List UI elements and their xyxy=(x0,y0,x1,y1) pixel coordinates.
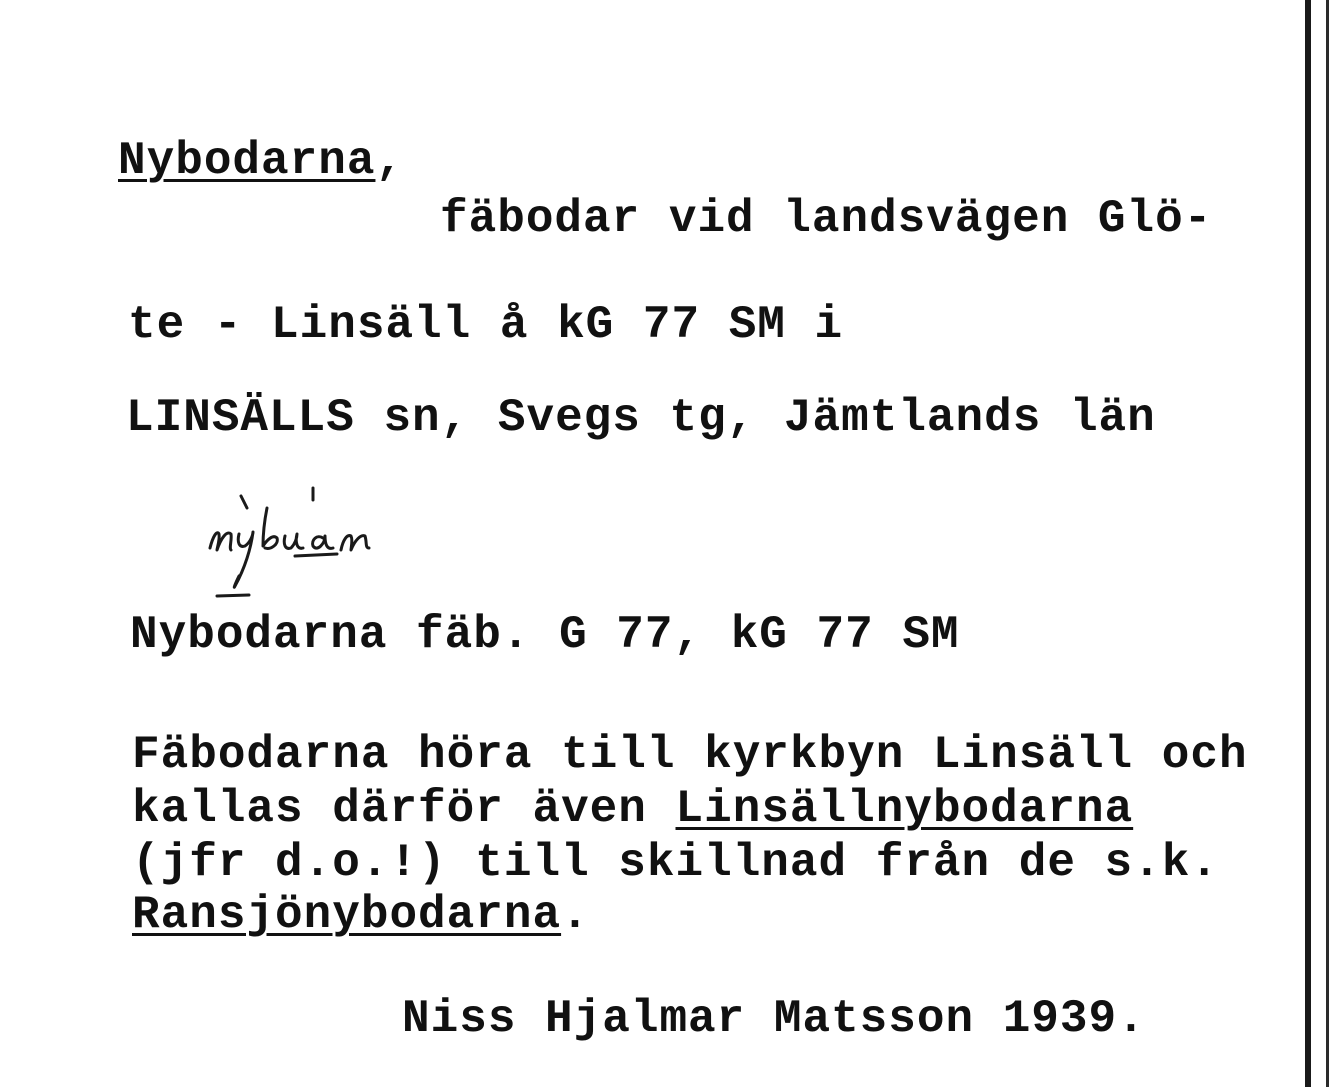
paragraph-line-2-text: kallas därför även xyxy=(132,783,676,835)
text-line-2: te - Linsäll å kG 77 SM i xyxy=(128,299,844,351)
signature-line: Niss Hjalmar Matsson 1939. xyxy=(402,993,1146,1045)
cross-reference-linsallnybodarna: Linsällnybodarna xyxy=(675,783,1134,835)
handwriting-drawing xyxy=(205,478,420,608)
heading-line xyxy=(118,135,405,187)
handwritten-annotation xyxy=(205,478,420,608)
text-line-3: LINSÄLLS sn, Svegs tg, Jämtlands län xyxy=(126,392,1156,444)
text-line-4: Nybodarna fäb. G 77, kG 77 SM xyxy=(130,609,960,661)
cross-reference-ransjonybodarna: Ransjönybodarna xyxy=(132,889,562,941)
card-edge-line xyxy=(1326,0,1329,1087)
heading-word: Nybodarna xyxy=(118,135,376,187)
text-line-1: fäbodar vid landsvägen Glö- xyxy=(440,193,1213,245)
paragraph-line-4 xyxy=(132,889,590,941)
paragraph-line-1: Fäbodarna höra till kyrkbyn Linsäll och xyxy=(132,729,1248,781)
paragraph-line-4-punct: . xyxy=(561,889,590,941)
paragraph-line-2 xyxy=(132,783,1134,835)
heading-punct: , xyxy=(375,135,405,187)
card-edge-shadow xyxy=(1305,0,1311,1087)
paragraph-line-3: (jfr d.o.!) till skillnad från de s.k. xyxy=(132,837,1219,889)
